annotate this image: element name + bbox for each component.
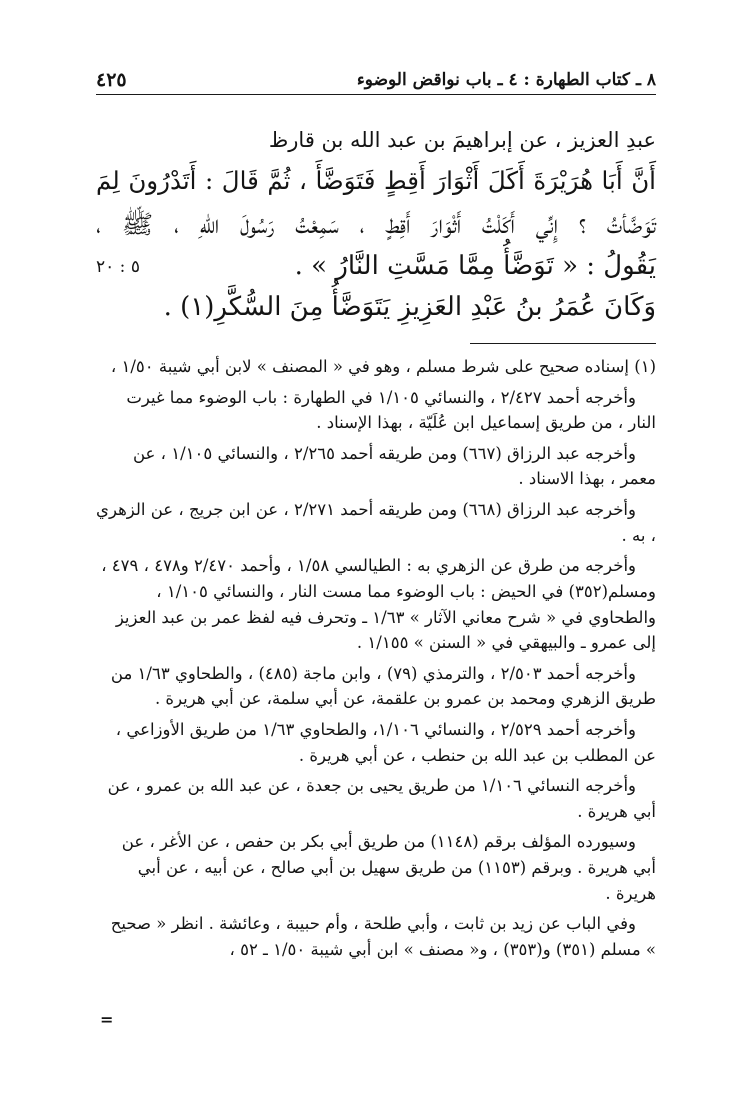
footnote-paragraph: وأخرجه عبد الرزاق (٦٦٨) ومن طريقه أحمد ٢/٢٧١ ، عن ابن جريج ، عن الزهري ، به . — [96, 499, 656, 545]
page-header — [96, 68, 656, 95]
footnote-paragraph: وأخرجه عبد الرزاق (٦٦٧) ومن طريقه أحمد ٢/٢٦٥ ، والنسائي ١/١٠٥ ، عن معمر ، بهذا الاسناد . — [132, 443, 656, 489]
continuation-mark: = — [100, 1010, 114, 1029]
footnote-paragraph: وسيورده المؤلف برقم (١١٤٨) من طريق أبي بكر بن حفص ، عن الأغر ، عن أبي هريرة . وبرقم (١١٥٣) من طريق سهيل بن أبي صالح ، عن أبيه ، عن أبي هريرة . — [121, 832, 656, 903]
footnote-paragraph: وأخرجه النسائي ١/١٠٦ من طريق يحيى بن جعدة ، عن عبد الله بن عمرو ، عن أبي هريرة . — [107, 776, 656, 821]
footnote-paragraph: وأخرجه أحمد ٢/٤٢٧ ، والنسائي ١/١٠٥ في الطهارة : باب الوضوء مما غيرت النار ، من طريق إسماعيل ابن عُلَيّة ، بهذا الإسناد . — [126, 387, 656, 433]
footnote-paragraph: (١) إسناده صحيح على شرط مسلم ، وهو في « المصنف » لابن أبي شيبة ١/٥٠ ، — [110, 357, 656, 376]
hadith-line-2: تَوَضَّأتُ ؟ إِنِّي أَكَلْتُ أَثْوَارَ أَقِطٍ ، سَمِعْتُ رَسُولَ اللهِ ، ﷺ ، — [96, 210, 656, 240]
footnote-paragraph: وأخرجه أحمد ٢/٥٢٩ ، والنسائي ١/١٠٦، والطحاوي ١/٦٣ من طريق الأوزاعي ، عن المطلب بن عبد الله بن حنطب ، عن أبي هريرة . — [115, 719, 656, 765]
final-line: وَكَانَ عُمَرُ بنُ عَبْدِ العَزِيزِ يَتَوَضَّأُ مِنَ السُّكَّرِ(١) . — [163, 292, 656, 322]
footnotes — [96, 354, 656, 967]
line-reference: ٥ : ٢٠ — [96, 257, 140, 277]
hadith-line-1: أَنَّ أَبَا هُرَيْرَةَ أَكَلَ أَثْوَارَ أَقِطٍ فَتَوَضَّأَ ، ثُمَّ قَالَ : أَتَدْرُونَ لِمَ — [96, 166, 656, 195]
footnote-paragraph: وأخرجه من طرق عن الزهري به : الطيالسي ١/٥٨ ، وأحمد ٢/٤٧٠ و٤٧٨ ، ٤٧٩ ، ومسلم(٣٥٢) في الحيض : باب الوضوء مما مست النار ، والنسائي ١/١٠٥ ، والطحاوي في « شرح معاني الآثار » ١/٦٣ ـ وتحرف فيه لفظ عمر بن عبد العزيز إلى عمرو ـ والبيهقي في « السنن » ١/١٥٥ . — [101, 556, 656, 653]
footnote-paragraph: وأخرجه أحمد ٢/٥٠٣ ، والترمذي (٧٩) ، وابن ماجة (٤٨٥) ، والطحاوي ١/٦٣ من طريق الزهري ومحمد بن عمرو بن علقمة، عن أبي سلمة، عن أبي هريرة . — [110, 663, 656, 709]
page-number: ٤٢٥ — [96, 69, 127, 91]
isnad-line: عبدِ العزيز ، عن إبراهيمَ بن عبد الله بن قارظ — [268, 128, 656, 152]
hadith-line-3: يَقُولُ : « تَوَضَّأُ مِمَّا مَسَّتِ النَّارُ » . — [294, 251, 656, 281]
running-title: ٨ ـ كتاب الطهارة : ٤ ـ باب نواقض الوضوء — [356, 70, 656, 90]
footnote-paragraph: وفي الباب عن زيد بن ثابت ، وأبي طلحة ، وأم حبيبة ، وعائشة . انظر « صحيح » مسلم (٣٥١) و(٣٥٣) ، و« مصنف » ابن أبي شيبة ١/٥٠ ـ ٥٢ ، — [110, 914, 656, 959]
footnote-separator — [470, 343, 656, 344]
